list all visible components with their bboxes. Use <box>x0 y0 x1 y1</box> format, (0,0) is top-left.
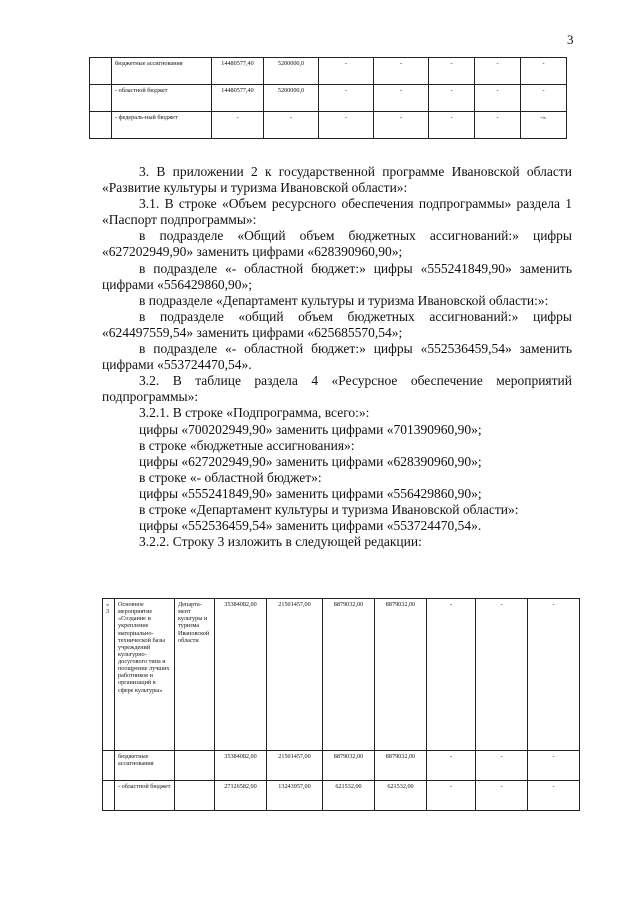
paragraph: в подразделе «- областной бюджет:» цифры «555241849,90» заменить цифрами «556429860,90»; <box>102 260 572 292</box>
paragraph: цифры «552536459,54» заменить цифрами «553724470,54». <box>139 518 482 534</box>
table-row <box>103 751 580 781</box>
executor <box>175 781 215 811</box>
value-cell: - <box>212 112 264 139</box>
value-cell: - <box>528 781 580 811</box>
value-cell: 35384082,00 <box>215 751 267 781</box>
value-cell: - <box>319 58 374 85</box>
top-continuation-table <box>89 57 567 139</box>
value-cell: - <box>319 85 374 112</box>
row-label: - федераль-ный бюджет <box>112 112 212 139</box>
paragraph: в подразделе «общий объем бюджетных ассигнований:» цифры «624497559,54» заменить цифрами «625685570,54»; <box>102 308 572 340</box>
value-cell: - <box>521 58 567 85</box>
value-cell: 13243957,00 <box>267 781 323 811</box>
value-cell: - <box>429 112 475 139</box>
row-label: бюджетные ассигнования <box>115 751 175 781</box>
value-cell: 5200000,0 <box>264 85 319 112</box>
value-cell: - <box>521 85 567 112</box>
value-cell: - <box>374 58 429 85</box>
table-row <box>103 781 580 811</box>
value-cell: 8879032,00 <box>323 599 375 751</box>
paragraph: 3.2.1. В строке «Подпрограмма, всего:»: <box>139 405 370 421</box>
value-cell: - <box>427 781 476 811</box>
amendment-text <box>102 164 572 550</box>
paragraph: 3.2.2. Строку 3 изложить в следующей редакции: <box>139 534 422 550</box>
row-label: - областной бюджет <box>112 85 212 112</box>
paragraph: 3. В приложении 2 к государственной программе Ивановской области «Развитие культуры и туризма Ивановской области»: <box>102 164 572 196</box>
value-cell: - <box>319 112 374 139</box>
activity-name: Основное мероприятие «Создание и укрепление материально-технической базы учреждений культурно-досугового типа и поощрение лучших работников и организаций в сфере культуры» <box>115 599 175 751</box>
executor: Департа-мент культуры и туризма Ивановской области <box>175 599 215 751</box>
value-cell: - <box>264 112 319 139</box>
value-cell: 621532,00 <box>375 781 427 811</box>
paragraph: 3.1. В строке «Объем ресурсного обеспечения подпрограммы» раздела 1 «Паспорт подпрограммы»: <box>102 196 572 228</box>
number-cell <box>90 58 112 85</box>
number-cell <box>90 85 112 112</box>
value-cell: - <box>429 85 475 112</box>
paragraph: в строке «Департамент культуры и туризма Ивановской области»: <box>139 501 519 517</box>
row-number <box>103 781 115 811</box>
paragraph: в строке «- областной бюджет»: <box>139 469 322 485</box>
value-cell: 21501457,00 <box>267 599 323 751</box>
value-cell: - <box>476 751 528 781</box>
value-cell: -». <box>521 112 567 139</box>
value-cell: - <box>427 599 476 751</box>
paragraph: в подразделе «Департамент культуры и туризма Ивановской области:»: <box>139 292 549 308</box>
paragraph: цифры «555241849,90» заменить цифрами «556429860,90»; <box>139 485 482 501</box>
value-cell: 27126582,00 <box>215 781 267 811</box>
value-cell: - <box>476 599 528 751</box>
row-number: «3 <box>103 599 115 751</box>
row-label: - областной бюджет <box>115 781 175 811</box>
value-cell: - <box>528 751 580 781</box>
value-cell: 8879032,00 <box>323 751 375 781</box>
page-number: 3 <box>567 32 574 47</box>
value-cell: - <box>476 781 528 811</box>
value-cell: - <box>374 112 429 139</box>
value-cell: - <box>475 58 521 85</box>
paragraph: цифры «700202949,90» заменить цифрами «701390960,90»; <box>139 421 482 437</box>
value-cell: 14480577,40 <box>212 85 264 112</box>
table-row <box>90 112 567 139</box>
paragraph: в строке «бюджетные ассигнования»: <box>139 437 355 453</box>
value-cell: - <box>475 85 521 112</box>
paragraph: в подразделе «Общий объем бюджетных ассигнований:» цифры «627202949,90» заменить цифрами «628390960,90»; <box>102 228 572 260</box>
paragraph: цифры «627202949,90» заменить цифрами «628390960,90»; <box>139 453 482 469</box>
table-row <box>103 599 580 751</box>
value-cell: 8879032,00 <box>375 751 427 781</box>
value-cell: 14480577,40 <box>212 58 264 85</box>
value-cell: 8879032,00 <box>375 599 427 751</box>
value-cell: - <box>427 751 476 781</box>
row-3-table <box>102 598 580 811</box>
row-label: бюджетные ассигнования <box>112 58 212 85</box>
table-row <box>90 85 567 112</box>
value-cell: - <box>528 599 580 751</box>
table-row <box>90 58 567 85</box>
row-number <box>103 751 115 781</box>
value-cell: 5200000,0 <box>264 58 319 85</box>
executor <box>175 751 215 781</box>
value-cell: 21501457,00 <box>267 751 323 781</box>
paragraph: 3.2. В таблице раздела 4 «Ресурсное обеспечение мероприятий подпрограммы»: <box>102 373 572 405</box>
paragraph: в подразделе «- областной бюджет:» цифры «552536459,54» заменить цифрами «553724470,54». <box>102 341 572 373</box>
value-cell: 35384082,00 <box>215 599 267 751</box>
value-cell: - <box>374 85 429 112</box>
value-cell: 621532,00 <box>323 781 375 811</box>
value-cell: - <box>429 58 475 85</box>
number-cell <box>90 112 112 139</box>
value-cell: - <box>475 112 521 139</box>
